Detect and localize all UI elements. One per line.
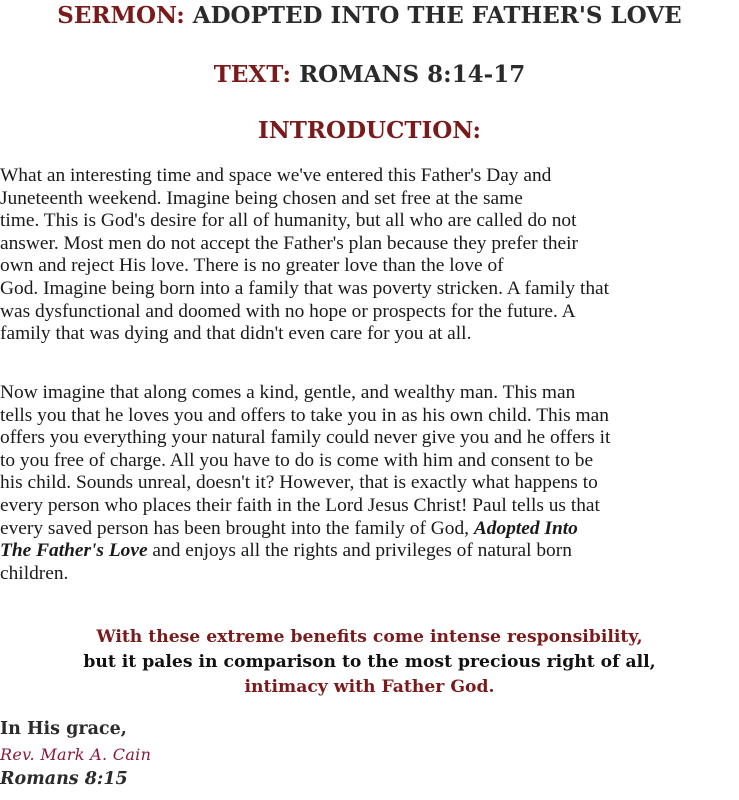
paragraph-line — [0, 518, 739, 541]
paragraph-line: children. — [0, 562, 69, 584]
paragraph-line: his child. Sounds unreal, doesn't it? However, that is exactly what happens to — [0, 472, 598, 494]
paragraph-line: God. Imagine being born into a family that was poverty stricken. A family that — [0, 277, 610, 299]
paragraph-line: to you free of charge. All you have to do is come with him and consent to be — [0, 449, 594, 471]
paragraph-line: What an interesting time and space we've entered this Father's Day and — [0, 165, 552, 186]
verse-reference: Romans 8:15 — [0, 769, 128, 789]
paragraph-line: time. This is God's desire for all of humanity, but all who are called do not — [0, 210, 577, 232]
sermon-title: ADOPTED INTO THE FATHER'S LOVE — [192, 2, 682, 29]
callout-block — [0, 625, 739, 700]
introduction-paragraph-1 — [0, 165, 739, 346]
paragraph-line: offers you everything your natural family could never give you and he offers it — [0, 427, 611, 449]
callout-line-2: but it pales in comparison to the most precious right of all, — [83, 652, 656, 672]
emphasis-text: Adopted Into — [473, 517, 578, 539]
emphasis-text: The Father's Love — [0, 540, 148, 562]
introduction-heading: INTRODUCTION: — [258, 117, 481, 144]
line-text: and enjoys all the rights and privileges of natural born — [147, 540, 572, 562]
paragraph-line: family that was dying and that didn't even care for you at all. — [0, 323, 472, 345]
signoff-block — [0, 717, 739, 792]
closing-text: In His grace, — [0, 719, 127, 739]
paragraph-line: was dysfunctional and doomed with no hope or prospects for the future. A — [0, 300, 576, 322]
paragraph-line: tells you that he loves you and offers to take you in as his own child. This man — [0, 404, 609, 426]
paragraph-line: Juneteenth weekend. Imagine being chosen and set free at the same — [0, 187, 523, 209]
paragraph-line — [0, 540, 739, 563]
text-reference: ROMANS 8:14-17 — [299, 61, 526, 88]
signature: Rev. Mark A. Cain — [0, 745, 152, 764]
text-label: TEXT: — [213, 61, 292, 88]
line-text: every saved person has been brought into the family of God, — [0, 517, 474, 539]
sermon-label: SERMON: — [57, 2, 185, 29]
callout-line-3: intimacy with Father God. — [244, 677, 495, 697]
sermon-heading — [0, 2, 739, 29]
paragraph-line: answer. Most men do not accept the Father's plan because they prefer their — [0, 232, 579, 254]
paragraph-line: Now imagine that along comes a kind, gentle, and wealthy man. This man — [0, 382, 576, 403]
text-heading — [0, 61, 739, 88]
paragraph-line: own and reject His love. There is no greater love than the love of — [0, 255, 504, 277]
paragraph-line: every person who places their faith in the Lord Jesus Christ! Paul tells us that — [0, 494, 600, 516]
introduction-paragraph-2 — [0, 382, 739, 585]
callout-line-1: With these extreme benefits come intense responsibility, — [96, 627, 643, 647]
